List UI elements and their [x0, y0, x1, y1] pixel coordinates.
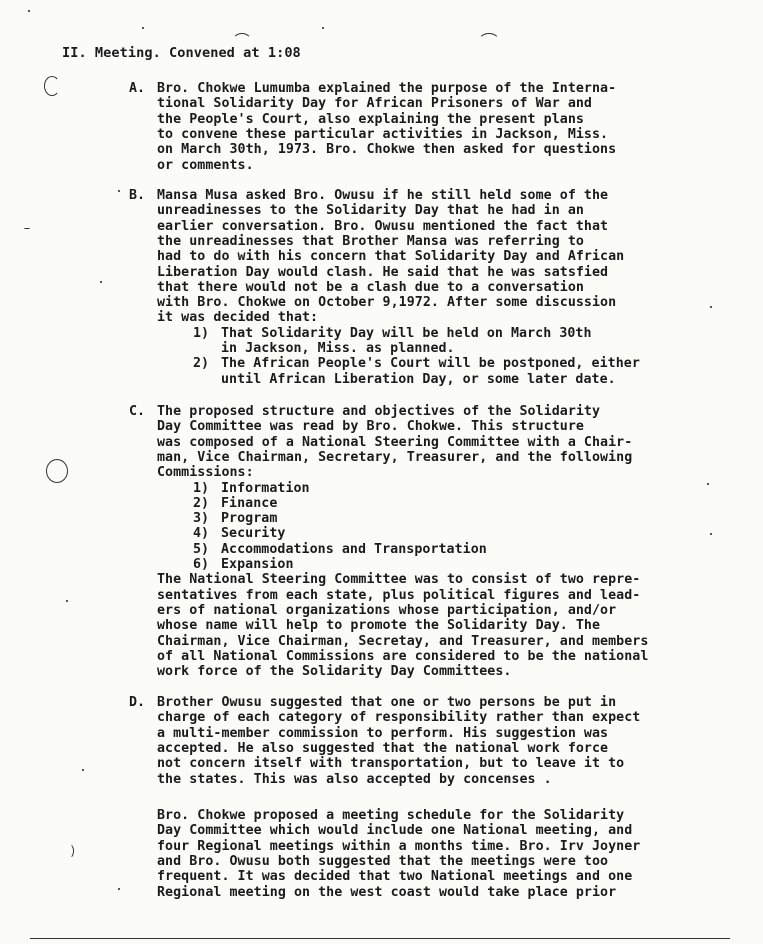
paragraph-line: Liberation Day would clash. He said that he was satsfied — [157, 264, 609, 280]
speck — [142, 27, 144, 29]
paragraph-line: The proposed structure and objectives of the Solidarity — [157, 404, 601, 419]
list-item-text: Program — [221, 511, 278, 527]
paragraph-line: on March 30th, 1973. Bro. Chokwe then asked for questions — [157, 142, 617, 158]
paragraph-line: sentatives from each state, plus political figures and lead- — [157, 587, 641, 603]
paragraph-line: had to do with his concern that Solidarity Day and African — [157, 249, 625, 265]
punch-hole-mark — [62, 843, 74, 859]
paragraph-line: earlier conversation. Bro. Owusu mentioned the fact that — [157, 218, 609, 234]
speck — [710, 306, 712, 308]
speck — [100, 281, 102, 283]
list-item-text: Accommodations and Transportation — [221, 541, 487, 557]
paragraph-line: and Bro. Owusu both suggested that the meetings were too — [157, 853, 609, 869]
paragraph-line: tional Solidarity Day for African Prisoners of War and — [157, 96, 592, 112]
paragraph-label: A. — [129, 81, 146, 96]
paragraph-label: C. — [129, 404, 146, 419]
list-item-text: Expansion — [221, 557, 294, 572]
paragraph-line: Day Committee which would include one National meeting, and — [157, 823, 633, 839]
speck — [82, 769, 84, 771]
paragraph-line: Chairman, Vice Chairman, Secretay, and Treasurer, and members — [157, 633, 649, 649]
paragraph-line: The National Steering Committee was to consist of two repre- — [157, 572, 641, 588]
bottom-rule — [30, 938, 730, 939]
paragraph-line: the states. This was also accepted by concenses . — [157, 771, 552, 787]
paragraph-line: the unreadinesses that Brother Mansa was referring to — [157, 233, 584, 249]
list-item-number: 2) — [193, 356, 210, 372]
paragraph-line: ers of national organizations whose participation, and/or — [157, 602, 617, 618]
paragraph-line: was composed of a National Steering Committee with a Chair- — [157, 434, 633, 450]
list-item-text: Information — [221, 480, 310, 496]
paragraph-line: with Bro. Chokwe on October 9,1972. After some discussion — [157, 295, 617, 311]
paragraph-line: or comments. — [157, 157, 254, 173]
section-heading: II. Meeting. Convened at 1:08 — [62, 45, 301, 61]
paragraph-line: unreadinesses to the Solidarity Day that he had in an — [157, 203, 584, 219]
list-item-text: in Jackson, Miss. as planned. — [221, 341, 455, 356]
speck — [707, 483, 709, 485]
list-item-text: Security — [221, 526, 286, 542]
paragraph-line: frequent. It was decided that two National meetings and one — [157, 869, 633, 885]
speck — [322, 27, 324, 29]
paragraph-line: not concern itself with transportation, but to leave it to — [157, 756, 625, 772]
paragraph-label: B. — [129, 188, 146, 203]
list-item-text: until African Liberation Day, or some later date. — [221, 371, 616, 387]
paragraph-line: accepted. He also suggested that the national work force — [157, 740, 609, 756]
paragraph-line: Mansa Musa asked Bro. Owusu if he still held some of the — [157, 188, 609, 203]
paragraph-line: Bro. Chokwe proposed a meeting schedule for the Solidarity — [157, 808, 625, 823]
paragraph-line: Day Committee was read by Bro. Chokwe. This structure — [157, 419, 584, 435]
list-item-number: 3) — [193, 511, 210, 527]
punch-hole-mark — [46, 459, 68, 483]
list-item-number: 6) — [193, 557, 210, 572]
paragraph-line: Brother Owusu suggested that one or two persons be put in — [157, 695, 617, 710]
list-item-text: Finance — [221, 495, 278, 511]
paragraph-line: it was decided that: — [157, 310, 319, 326]
list-item-number: 4) — [193, 526, 210, 542]
paragraph-line: Commissions: — [157, 465, 254, 481]
speck — [66, 600, 68, 602]
paragraph-line: man, Vice Chairman, Secretary, Treasurer, and the following — [157, 449, 633, 465]
list-item-text: That Solidarity Day will be held on March 30th — [221, 325, 592, 341]
paragraph-line: of all National Commissions are considered to be the national — [157, 648, 649, 664]
punch-hole-mark — [44, 76, 60, 96]
speck — [24, 228, 30, 229]
paragraph-line: work force of the Solidarity Day Committees. — [157, 664, 512, 680]
paragraph-line: whose name will help to promote the Solidarity Day. The — [157, 618, 601, 634]
paragraph-line: Regional meeting on the west coast would take place prior — [157, 884, 617, 900]
paragraph-line: four Regional meetings within a months time. Bro. Irv Joyner — [157, 838, 641, 854]
paragraph-line: to convene these particular activities in Jackson, Miss. — [157, 126, 609, 142]
paragraph-label: D. — [129, 695, 146, 710]
paragraph-line: Bro. Chokwe Lumumba explained the purpose of the Interna- — [157, 81, 617, 96]
list-item-number: 2) — [193, 495, 210, 511]
speck — [28, 10, 30, 12]
speck — [710, 533, 712, 535]
paragraph-line: charge of each category of responsibility rather than expect — [157, 710, 641, 726]
list-item-number: 5) — [193, 541, 210, 557]
list-item-text: The African People's Court will be postponed, either — [221, 356, 640, 372]
speck — [118, 190, 120, 192]
paragraph-line: a multi-member commission to perform. His suggestion was — [157, 725, 609, 741]
paragraph-line: the People's Court, also explaining the present plans — [157, 111, 584, 127]
staple-mark — [478, 33, 500, 51]
list-item-number: 1) — [193, 325, 210, 341]
list-item-number: 1) — [193, 480, 210, 496]
speck — [118, 888, 120, 890]
paragraph-line: that there would not be a clash due to a conversation — [157, 279, 584, 295]
